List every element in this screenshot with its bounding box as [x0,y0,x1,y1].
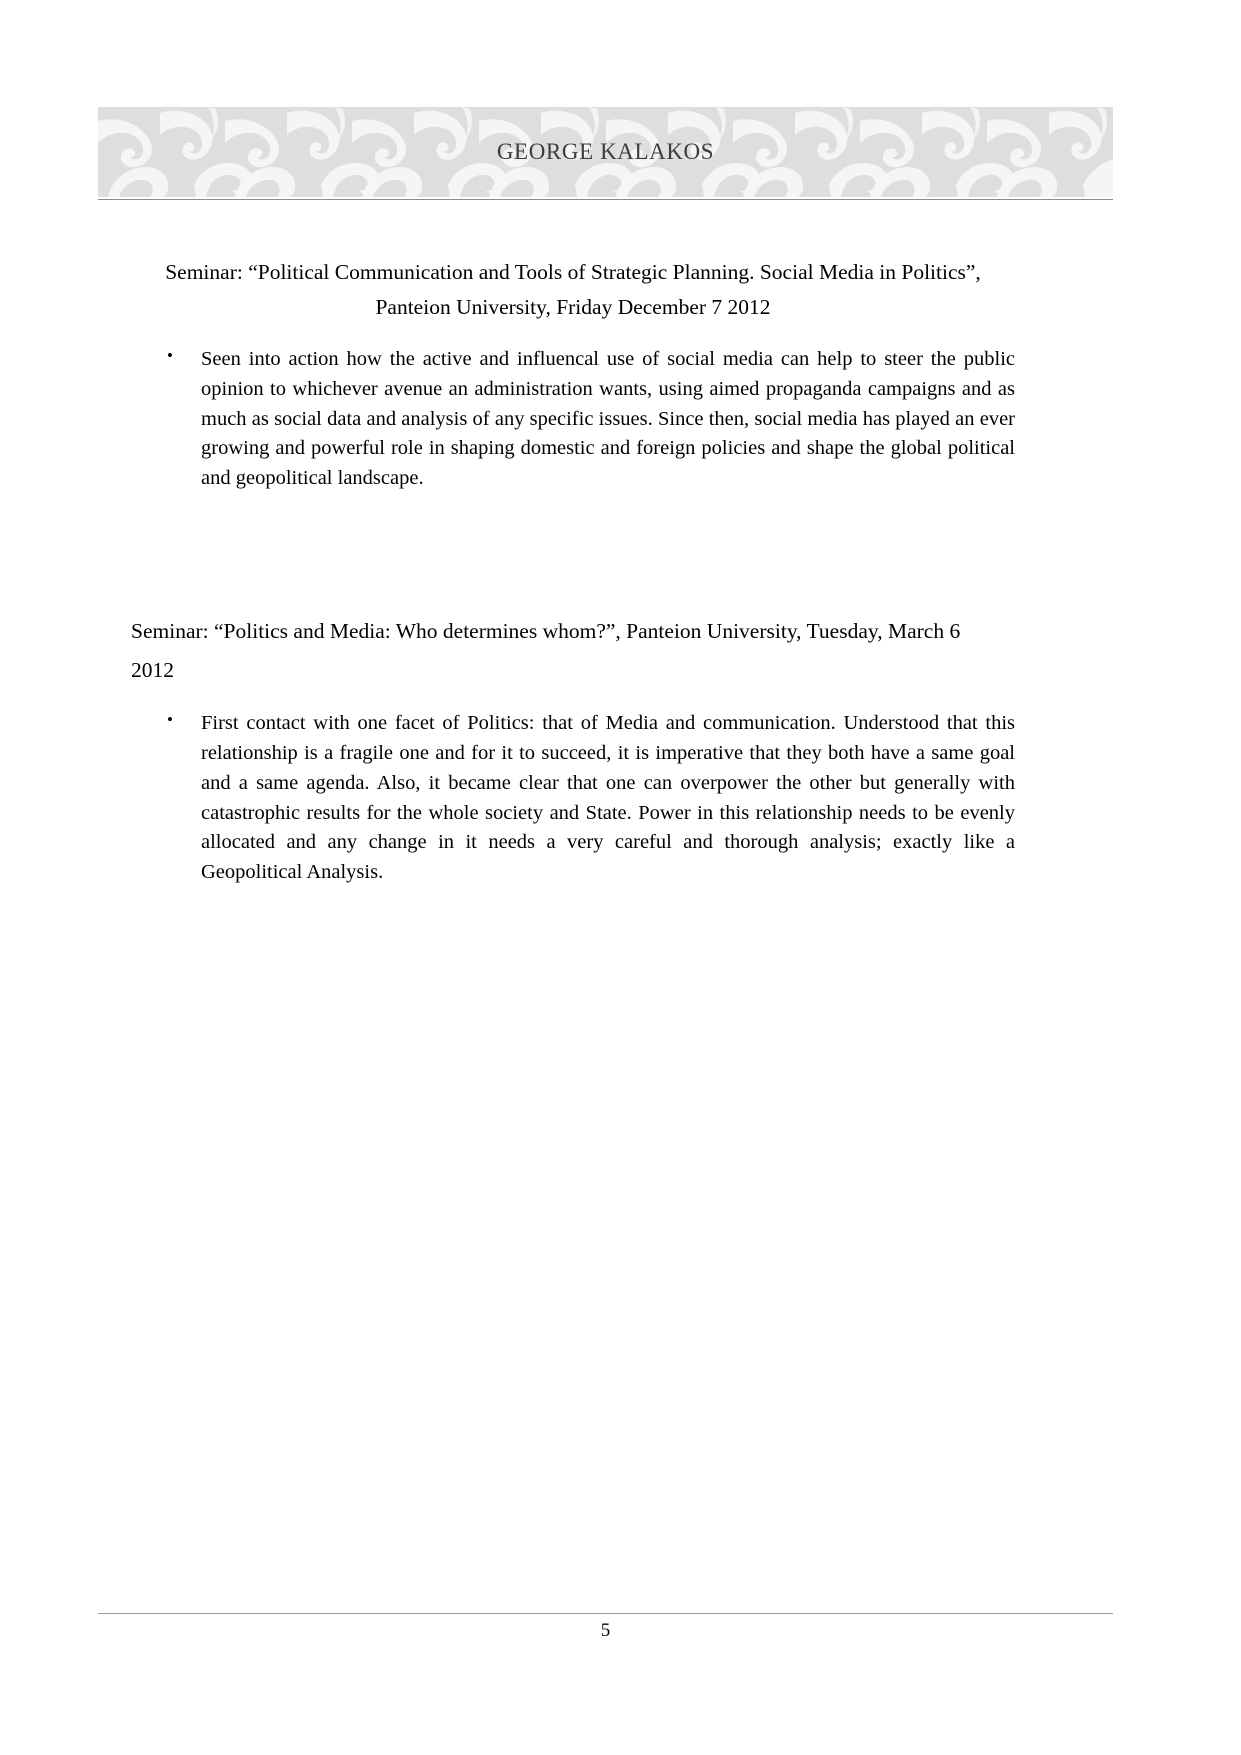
seminar-2-title-line-1: Seminar: “Politics and Media: Who determines whom?”, Panteion University, Tuesday, March 6 [131,619,961,644]
page-header-author-name: GEORGE KALAKOS [496,139,715,164]
seminar-entry-1 [131,255,1015,494]
bullet-point-icon: • [167,345,173,365]
document-body [131,255,1015,888]
seminar-1-bullet-text: Seen into action how the active and influencal use of social media can help to steer the public opinion to whichever avenue an administration wants, using aimed propaganda campaigns and as much as social data and analysis of any specific issues. Since then, social media has played an ever growing and powerful role in shaping domestic and foreign policies and shape the global political and geopolitical landscape. [201,347,1015,490]
bullet-point-icon: • [167,709,173,729]
footer-top-rule [98,1613,1113,1614]
seminar-1-bullet-list [131,345,1015,495]
header-ornamental-band [98,107,1113,197]
seminar-2-bullet-list [131,709,1015,889]
seminar-2-bullet-text: First contact with one facet of Politics: that of Media and communication. Understood that this relationship is a fragile one and for it to succeed, it is imperative that they both have a same goal and a same agenda. Also, it became clear that one can overpower the other but generally with catastrophic results for the whole society and State. Power in this relationship needs to be evenly allocated and any change in it needs a very careful and thorough analysis; exactly like a Geopolitical Analysis. [201,711,1015,884]
section-spacer [131,494,1015,612]
page-number: 5 [600,1620,611,1641]
seminar-1-title-line-1: Seminar: “Political Communication and Tools of Strategic Planning. Social Media in Politics”, [165,260,981,284]
seminar-1-title-line-2: Panteion University, Friday December 7 2012 [375,294,771,319]
seminar-2-title-line-2: 2012 [131,657,174,682]
seminar-entry-2 [131,612,1015,888]
list-item [131,345,1015,495]
header-bottom-rule [98,199,1113,200]
list-item [131,709,1015,889]
